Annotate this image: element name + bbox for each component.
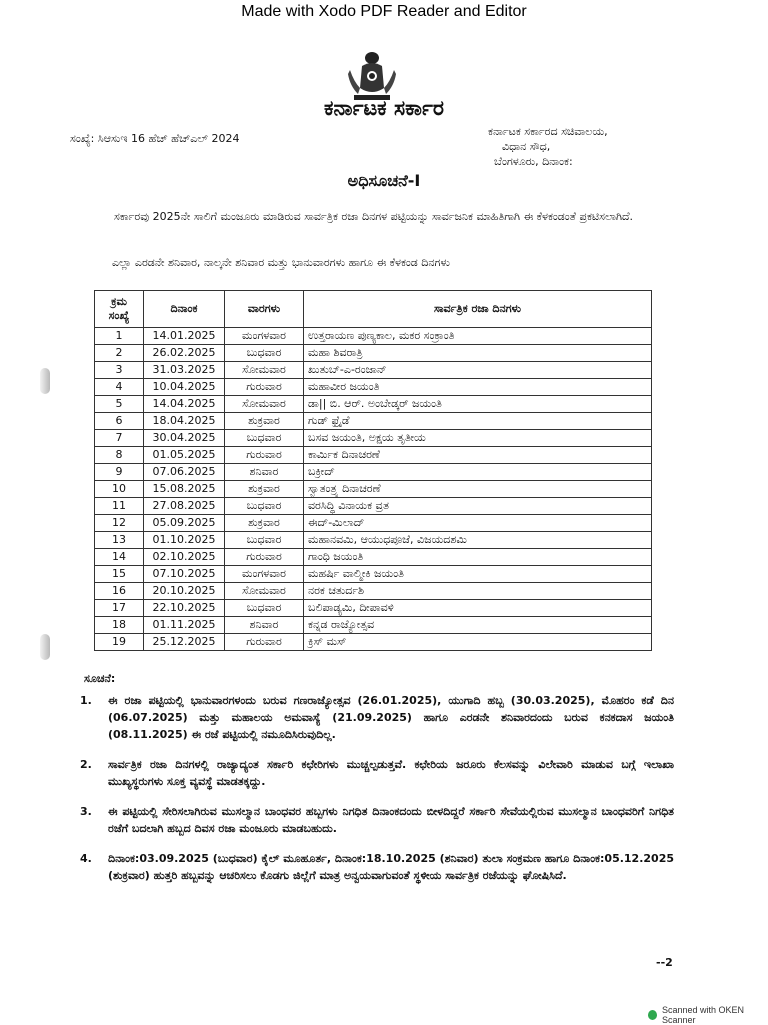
table-row [95,583,652,600]
cell-holiday: ನರಕ ಚತುರ್ದಶಿ [304,583,652,600]
cell-date: 07.06.2025 [144,464,225,481]
cell-date: 26.02.2025 [144,345,225,362]
cell-sl-no: 14 [95,549,144,566]
cell-day: ಬುಧವಾರ [225,532,304,549]
cell-date: 18.04.2025 [144,413,225,430]
table-row [95,362,652,379]
cell-day: ಬುಧವಾರ [225,600,304,617]
cell-holiday: ಗುಡ್ ಫ್ರೈಡೆ [304,413,652,430]
cell-day: ಗುರುವಾರ [225,634,304,651]
table-header-row [95,291,652,328]
cell-date: 14.04.2025 [144,396,225,413]
note-item [80,692,674,743]
cell-sl-no: 1 [95,328,144,345]
cell-date: 01.11.2025 [144,617,225,634]
cell-sl-no: 13 [95,532,144,549]
cell-day: ಗುರುವಾರ [225,447,304,464]
table-body [95,328,652,651]
table-row [95,532,652,549]
cell-date: 30.04.2025 [144,430,225,447]
cell-date: 22.10.2025 [144,600,225,617]
note-number: 2. [80,758,92,771]
scanner-text: Scanned with OKEN Scanner [661,1005,745,1025]
table-row [95,515,652,532]
cell-sl-no: 19 [95,634,144,651]
cell-sl-no: 15 [95,566,144,583]
cell-holiday: ಬಲಿಪಾಡ್ಯಮಿ, ದೀಪಾವಳಿ [304,600,652,617]
table-row [95,600,652,617]
cell-date: 14.01.2025 [144,328,225,345]
cell-sl-no: 17 [95,600,144,617]
cell-holiday: ಕನ್ನಡ ರಾಜ್ಯೋತ್ಸವ [304,617,652,634]
cell-day: ಶುಕ್ರವಾರ [225,515,304,532]
table-row [95,447,652,464]
cell-sl-no: 18 [95,617,144,634]
holidays-subheading: ಎಲ್ಲಾ ಎರಡನೇ ಶನಿವಾರ, ನಾಲ್ಕನೇ ಶನಿವಾರ ಮತ್ತು ಭಾನುವಾರಗಳು ಹಾಗೂ ಈ ಕೆಳಕಂಡ ದಿನಗಳು [112,256,450,269]
cell-date: 05.09.2025 [144,515,225,532]
punch-hole-mark [40,368,50,394]
note-text: ಈ ರಜಾ ಪಟ್ಟಿಯಲ್ಲಿ ಭಾನುವಾರಗಳಂದು ಬರುವ ಗಣರಾಜ್ಯೋತ್ಸವ (26.01.2025), ಯುಗಾದಿ ಹಬ್ಬ (30.03.2025), ಮೊಹರಂ ಕಡೆ ದಿನ (06.07.2025) ಮತ್ತು ಮಹಾಲಯ ಅಮವಾಸ್ಯೆ (21.09.2025) ಹಾಗೂ ಎರಡನೇ ಶನಿವಾರದಂದು ಬರುವ ಕನಕದಾಸ ಜಯಂತಿ (08.11.2025) ಈ ರಜೆ ಪಟ್ಟಿಯಲ್ಲಿ ನಮೂದಿಸಿರುವುದಿಲ್ಲ. [108,694,674,741]
cell-date: 31.03.2025 [144,362,225,379]
cell-holiday: ಬಸವ ಜಯಂತಿ, ಅಕ್ಷಯ ತೃತೀಯ [304,430,652,447]
office-line-vidhana-soudha: ವಿಧಾನ ಸೌಧ, [502,140,551,153]
cell-holiday: ಈದ್-ಮಿಲಾದ್ [304,515,652,532]
cell-sl-no: 4 [95,379,144,396]
cell-day: ಗುರುವಾರ [225,549,304,566]
cell-day: ಶುಕ್ರವಾರ [225,413,304,430]
cell-day: ಗುರುವಾರ [225,379,304,396]
office-line-secretariat: ಕರ್ನಾಟಕ ಸರ್ಕಾರದ ಸಚಿವಾಲಯ, [488,125,608,138]
cell-sl-no: 5 [95,396,144,413]
note-number: 4. [80,852,92,865]
cell-day: ಬುಧವಾರ [225,345,304,362]
cell-day: ಶನಿವಾರ [225,464,304,481]
cell-day: ಸೋಮವಾರ [225,583,304,600]
office-address [488,124,688,169]
cell-holiday: ಕಾರ್ಮಿಕ ದಿನಾಚರಣೆ [304,447,652,464]
cell-sl-no: 2 [95,345,144,362]
notes-label: ಸೂಚನೆ: [84,672,116,685]
notification-title: ಅಧಿಸೂಚನೆ-I [347,171,421,190]
col-header-day: ವಾರಗಳು [225,291,304,328]
cell-sl-no: 11 [95,498,144,515]
cell-sl-no: 7 [95,430,144,447]
cell-date: 01.05.2025 [144,447,225,464]
cell-holiday: ಸ್ವಾತಂತ್ರ್ಯ ದಿನಾಚರಣೆ [304,481,652,498]
cell-holiday: ಮಹರ್ಷಿ ವಾಲ್ಮೀಕಿ ಜಯಂತಿ [304,566,652,583]
cell-day: ಮಂಗಳವಾರ [225,566,304,583]
office-line-date: ಬೆಂಗಳೂರು, ದಿನಾಂಕ: [494,155,573,168]
note-text: ಸಾರ್ವತ್ರಿಕ ರಜಾ ದಿನಗಳಲ್ಲಿ ರಾಜ್ಯಾದ್ಯಂತ ಸರ್ಕಾರಿ ಕಛೇರಿಗಳು ಮುಚ್ಚಲ್ಪಡುತ್ತವೆ. ಕಛೇರಿಯ ಜರೂರು ಕೆಲಸವನ್ನು ವಿಲೇವಾರಿ ಮಾಡುವ ಬಗ್ಗೆ ಇಲಾಖಾ ಮುಖ್ಯಸ್ಥರುಗಳು ಸೂಕ್ತ ವ್ಯವಸ್ಥೆ ಮಾಡತಕ್ಕದ್ದು. [108,758,674,788]
note-item [80,756,674,790]
cell-date: 15.08.2025 [144,481,225,498]
cell-date: 10.04.2025 [144,379,225,396]
table-row [95,328,652,345]
cell-holiday: ಗಾಂಧಿ ಜಯಂತಿ [304,549,652,566]
table-row [95,549,652,566]
table-row [95,498,652,515]
note-text: ದಿನಾಂಕ:03.09.2025 (ಬುಧವಾರ) ಕೈಲ್ ಮೂಹೂರ್ತ, ದಿನಾಂಕ:18.10.2025 (ಶನಿವಾರ) ತುಲಾ ಸಂಕ್ರಮಣ ಹಾಗೂ ದಿನಾಂಕ:05.12.2025 (ಶುಕ್ರವಾರ) ಹುತ್ತರಿ ಹಬ್ಬವನ್ನು ಆಚರಿಸಲು ಕೊಡಗು ಜಿಲ್ಲೆಗೆ ಮಾತ್ರ ಅನ್ವಯವಾಗುವಂತೆ ಸ್ಥಳೀಯ ಸಾರ್ವತ್ರಿಕ ರಜೆಯನ್ನು ಘೋಷಿಸಿದೆ. [108,852,674,882]
reference-number: ಸಂಖ್ಯೆ: ಸಿಆಸುಇ 16 ಹೆಚ್ ಹೆಚ್ಎಲ್ 2024 [70,132,240,145]
cell-sl-no: 8 [95,447,144,464]
table-row [95,345,652,362]
table-row [95,413,652,430]
holiday-table [94,290,652,651]
cell-holiday: ಮಹಾವೀರ ಜಯಂತಿ [304,379,652,396]
cell-sl-no: 9 [95,464,144,481]
cell-day: ಸೋಮವಾರ [225,362,304,379]
note-text: ಈ ಪಟ್ಟಿಯಲ್ಲಿ ಸೇರಿಸಲಾಗಿರುವ ಮುಸಲ್ಮಾನ ಬಾಂಧವರ ಹಬ್ಬಗಳು ನಿಗಧಿತ ದಿನಾಂಕದಂದು ಬೀಳದಿದ್ದರೆ ಸರ್ಕಾರಿ ಸೇವೆಯಲ್ಲಿರುವ ಮುಸಲ್ಮಾನ ಬಾಂಧವರಿಗೆ ನಿಗಧಿತ ರಜೆಗೆ ಬದಲಾಗಿ ಹಬ್ಬದ ದಿವಸ ರಜಾ ಮಂಜೂರು ಮಾಡಬಹುದು. [108,805,674,835]
note-item [80,803,674,837]
cell-day: ಶನಿವಾರ [225,617,304,634]
note-number: 1. [80,694,92,707]
note-item [80,850,674,884]
cell-sl-no: 6 [95,413,144,430]
page-marker: --2 [656,956,673,969]
cell-date: 02.10.2025 [144,549,225,566]
cell-holiday: ಉತ್ತರಾಯಣ ಪುಣ್ಯಕಾಲ, ಮಕರ ಸಂಕ್ರಾಂತಿ [304,328,652,345]
cell-sl-no: 12 [95,515,144,532]
cell-day: ಸೋಮವಾರ [225,396,304,413]
table-row [95,396,652,413]
cell-holiday: ಮಹಾನವಮಿ, ಆಯುಧಪೂಜೆ, ವಿಜಯದಶಮಿ [304,532,652,549]
cell-sl-no: 3 [95,362,144,379]
cell-sl-no: 10 [95,481,144,498]
cell-day: ಬುಧವಾರ [225,498,304,515]
notes-list [80,692,674,897]
xodo-banner: Made with Xodo PDF Reader and Editor [241,3,527,20]
cell-day: ಮಂಗಳವಾರ [225,328,304,345]
note-number: 3. [80,805,92,818]
table-row [95,617,652,634]
cell-holiday: ವರಸಿದ್ಧಿ ವಿನಾಯಕ ವ್ರತ [304,498,652,515]
cell-date: 07.10.2025 [144,566,225,583]
punch-hole-mark [40,634,50,660]
table-row [95,464,652,481]
col-header-holiday: ಸಾರ್ವತ್ರಿಕ ರಜಾ ದಿನಗಳು [304,291,652,328]
cell-date: 25.12.2025 [144,634,225,651]
table-row [95,379,652,396]
cell-day: ಶುಕ್ರವಾರ [225,481,304,498]
oken-scanner-icon [648,1010,657,1020]
cell-date: 27.08.2025 [144,498,225,515]
cell-holiday: ಕ್ರಿಸ್ ಮಸ್ [304,634,652,651]
cell-holiday: ಖುತುಬ್-ಎ-ರಂಜಾನ್ [304,362,652,379]
table-row [95,566,652,583]
cell-date: 01.10.2025 [144,532,225,549]
cell-day: ಬುಧವಾರ [225,430,304,447]
cell-holiday: ಬಕ್ರೀದ್ [304,464,652,481]
table-row [95,634,652,651]
cell-holiday: ಡಾ|| ಬಿ. ಆರ್. ಅಂಬೇಡ್ಕರ್ ಜಯಂತಿ [304,396,652,413]
scanner-watermark [648,1005,768,1025]
col-header-sl-no: ಕ್ರಮ ಸಂಖ್ಯೆ [95,291,144,328]
cell-date: 20.10.2025 [144,583,225,600]
col-header-date: ದಿನಾಂಕ [144,291,225,328]
government-title: ಕರ್ನಾಟಕ ಸರ್ಕಾರ [324,96,444,120]
intro-paragraph: ಸರ್ಕಾರವು 2025ನೇ ಸಾಲಿಗೆ ಮಂಜೂರು ಮಾಡಿರುವ ಸಾರ್ವತ್ರಿಕ ರಜಾ ದಿನಗಳ ಪಟ್ಟಿಯನ್ನು ಸಾರ್ವಜನಿಕ ಮಾಹಿತಿಗಾಗಿ ಈ ಕೆಳಕಂಡಂತೆ ಪ್ರಕಟಿಸಲಾಗಿದೆ. [114,210,634,223]
cell-holiday: ಮಹಾ ಶಿವರಾತ್ರಿ [304,345,652,362]
table-row [95,481,652,498]
cell-sl-no: 16 [95,583,144,600]
table-row [95,430,652,447]
